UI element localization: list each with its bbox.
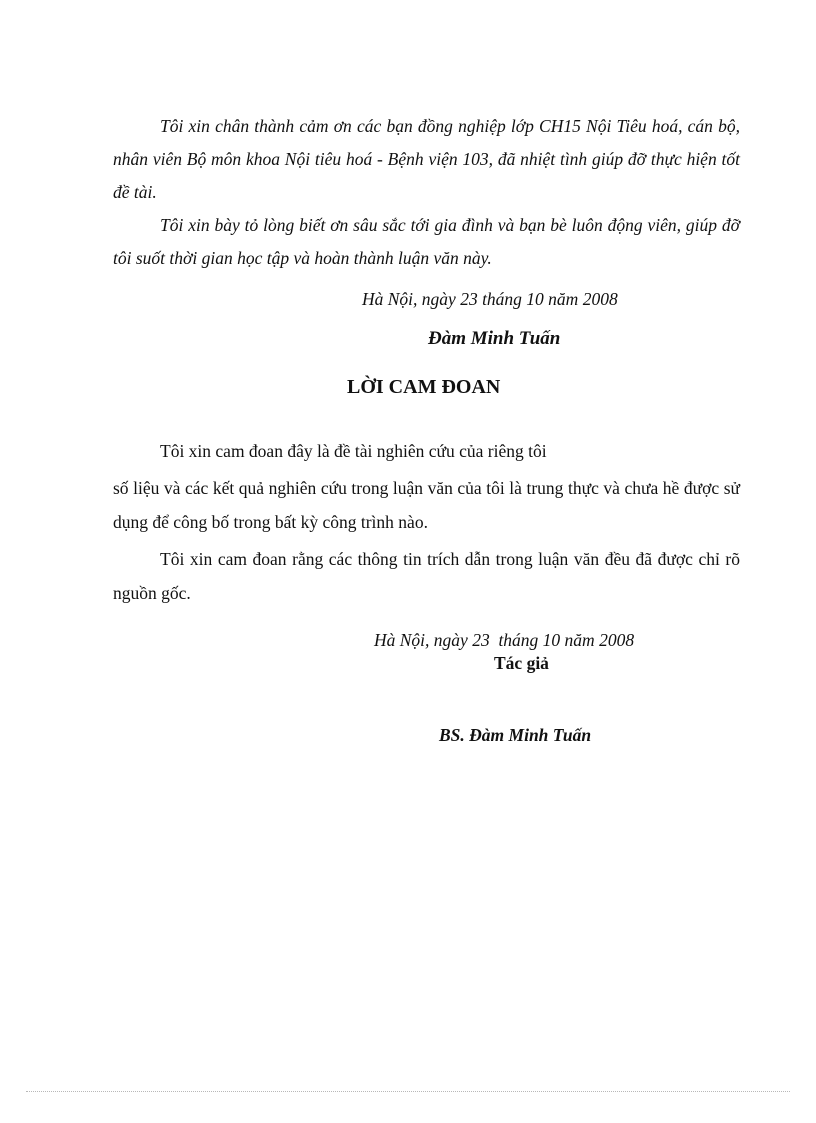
- footer-dotted-rule: [26, 1091, 790, 1092]
- declaration-paragraph-2: số liệu và các kết quả nghiên cứu trong luận văn của tôi là trung thực và chưa hề được sử dụng để công bố trong bất kỳ công trình nào.: [113, 478, 740, 532]
- declaration-date: Hà Nội, ngày 23 tháng 10 năm 2008: [374, 630, 635, 650]
- acknowledgement-signer: Đàm Minh Tuấn: [428, 328, 561, 349]
- declaration-paragraph-1: Tôi xin cam đoan đây là đề tài nghiên cứu của riêng tôi: [160, 441, 547, 461]
- author-role: Tác giả: [494, 653, 549, 673]
- acknowledgement-paragraph-1: Tôi xin chân thành cảm ơn các bạn đồng nghiệp lớp CH15 Nội Tiêu hoá, cán bộ, nhân viên Bộ môn khoa Nội tiêu hoá - Bệnh viện 103, đã nhiệt tình giúp đỡ thực hiện tốt đề tài.: [113, 116, 740, 202]
- author-signature-name: BS. Đàm Minh Tuấn: [439, 725, 592, 745]
- declaration-title: LỜI CAM ĐOAN: [347, 376, 501, 398]
- declaration-section: [113, 434, 740, 613]
- declaration-paragraph-3: Tôi xin cam đoan rằng các thông tin trích dẫn trong luận văn đều đã được chỉ rõ nguồn gốc.: [113, 549, 740, 603]
- acknowledgement-date: Hà Nội, ngày 23 tháng 10 năm 2008: [362, 289, 618, 309]
- acknowledgement-paragraph-2: Tôi xin bày tỏ lòng biết ơn sâu sắc tới gia đình và bạn bè luôn động viên, giúp đỡ tôi suốt thời gian học tập và hoàn thành luận văn này.: [113, 215, 740, 268]
- acknowledgement-section: [113, 110, 740, 275]
